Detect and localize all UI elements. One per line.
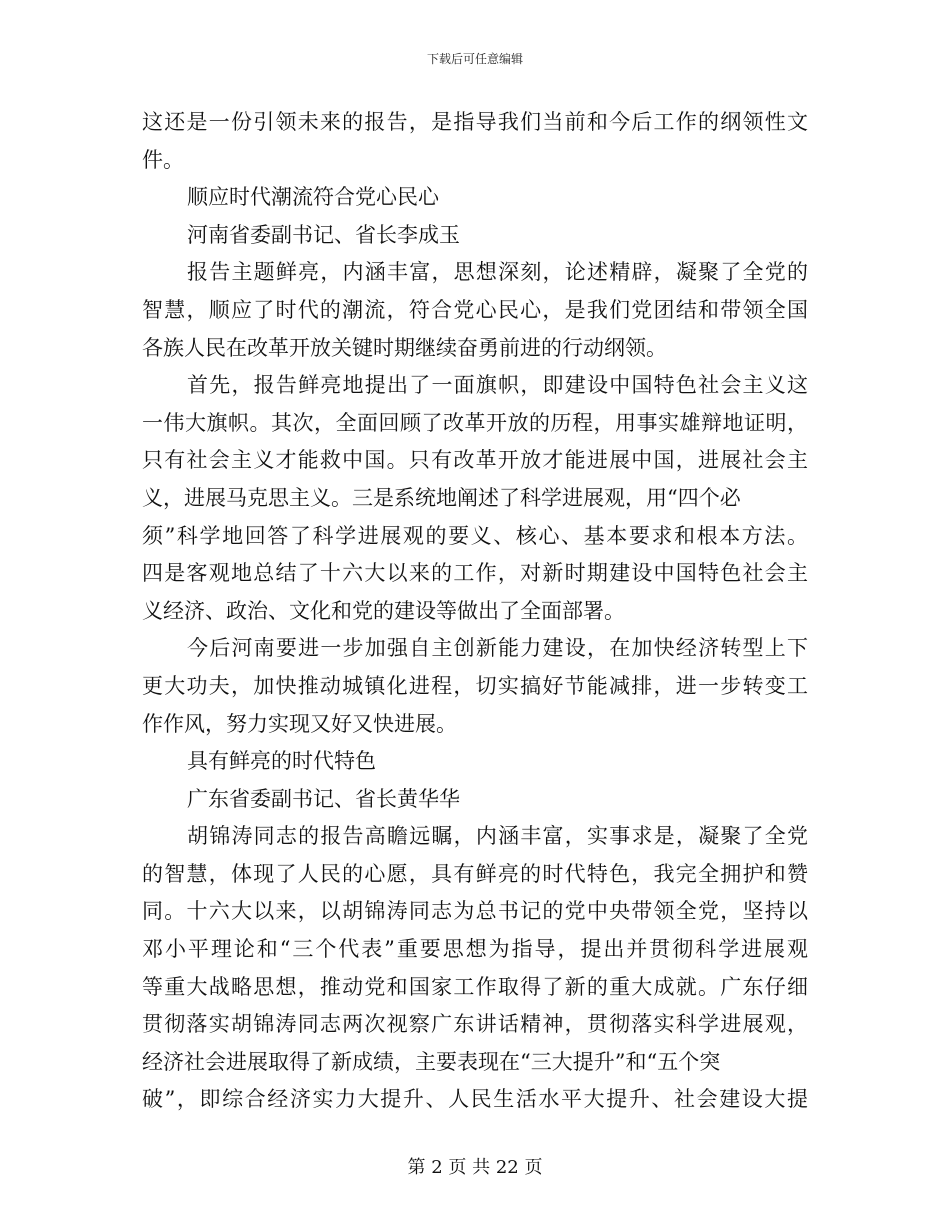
text-line: 河南省委副书记、省长李成玉 [187, 222, 460, 247]
page-header: 下载后可任意编辑 [426, 52, 523, 66]
text-line: 作作风，努力实现又好又快进展。 [142, 711, 457, 736]
text-line: 义，进展马克思主义。三是系统地阐述了科学进展观，用“四个必 [142, 485, 741, 510]
text-line: 这还是一份引领未来的报告，是指导我们当前和今后工作的纲领性文 [142, 110, 808, 134]
text-line: 同。十六大以来，以胡锦涛同志为总书记的党中央带领全党，坚持以 [142, 899, 808, 924]
text-line: 的智慧，体现了人民的心愿，具有鲜亮的时代特色，我完全拥护和赞 [142, 861, 808, 886]
text-line: 贯彻落实胡锦涛同志两次视察广东讲话精神，贯彻落实科学进展观， [142, 1012, 808, 1037]
text-line: 件。 [142, 147, 184, 172]
text-line: 智慧，顺应了时代的潮流，符合党心民心，是我们党团结和带领全国 [142, 297, 808, 322]
text-line: 邓小平理论和“三个代表”重要思想为指导，提出并贯彻科学进展观 [142, 937, 808, 962]
text-line: 首先，报告鲜亮地提出了一面旗帜，即建设中国特色社会主义这 [187, 373, 808, 398]
text-line: 一伟大旗帜。其次，全面回顾了改革开放的历程，用事实雄辩地证明， [142, 410, 808, 435]
text-line: 报告主题鲜亮，内涵丰富，思想深刻，论述精辟，凝聚了全党的 [187, 260, 808, 285]
text-line: 广东省委副书记、省长黄华华 [187, 786, 460, 811]
text-line: 义经济、政治、文化和党的建设等做出了全面部署。 [142, 598, 625, 623]
text-line: 顺应时代潮流符合党心民心 [187, 185, 439, 210]
text-line: 经济社会进展取得了新成绩，主要表现在“三大提升”和“五个突 [142, 1049, 721, 1074]
text-line: 胡锦涛同志的报告高瞻远瞩，内涵丰富，实事求是，凝聚了全党 [187, 824, 808, 849]
text-line: 等重大战略思想，推动党和国家工作取得了新的重大成就。广东仔细 [142, 974, 808, 999]
page-footer: 第 2 页 共 22 页 [407, 1157, 543, 1178]
text-line: 须”科学地回答了科学进展观的要义、核心、基本要求和根本方法。 [142, 523, 808, 548]
text-line: 四是客观地总结了十六大以来的工作，对新时期建设中国特色社会主 [142, 561, 808, 586]
document-body [142, 104, 808, 1119]
text-line: 今后河南要进一步加强自主创新能力建设，在加快经济转型上下 [187, 636, 808, 661]
text-line: 具有鲜亮的时代特色 [187, 749, 376, 774]
text-line: 只有社会主义才能救中国。只有改革开放才能进展中国，进展社会主 [142, 448, 808, 473]
text-line: 更大功夫，加快推动城镇化进程，切实搞好节能减排，进一步转变工 [142, 673, 808, 698]
text-line: 破”，即综合经济实力大提升、人民生活水平大提升、社会建设大提 [142, 1087, 808, 1112]
text-line: 各族人民在改革开放关键时期继续奋勇前进的行动纲领。 [142, 335, 667, 360]
